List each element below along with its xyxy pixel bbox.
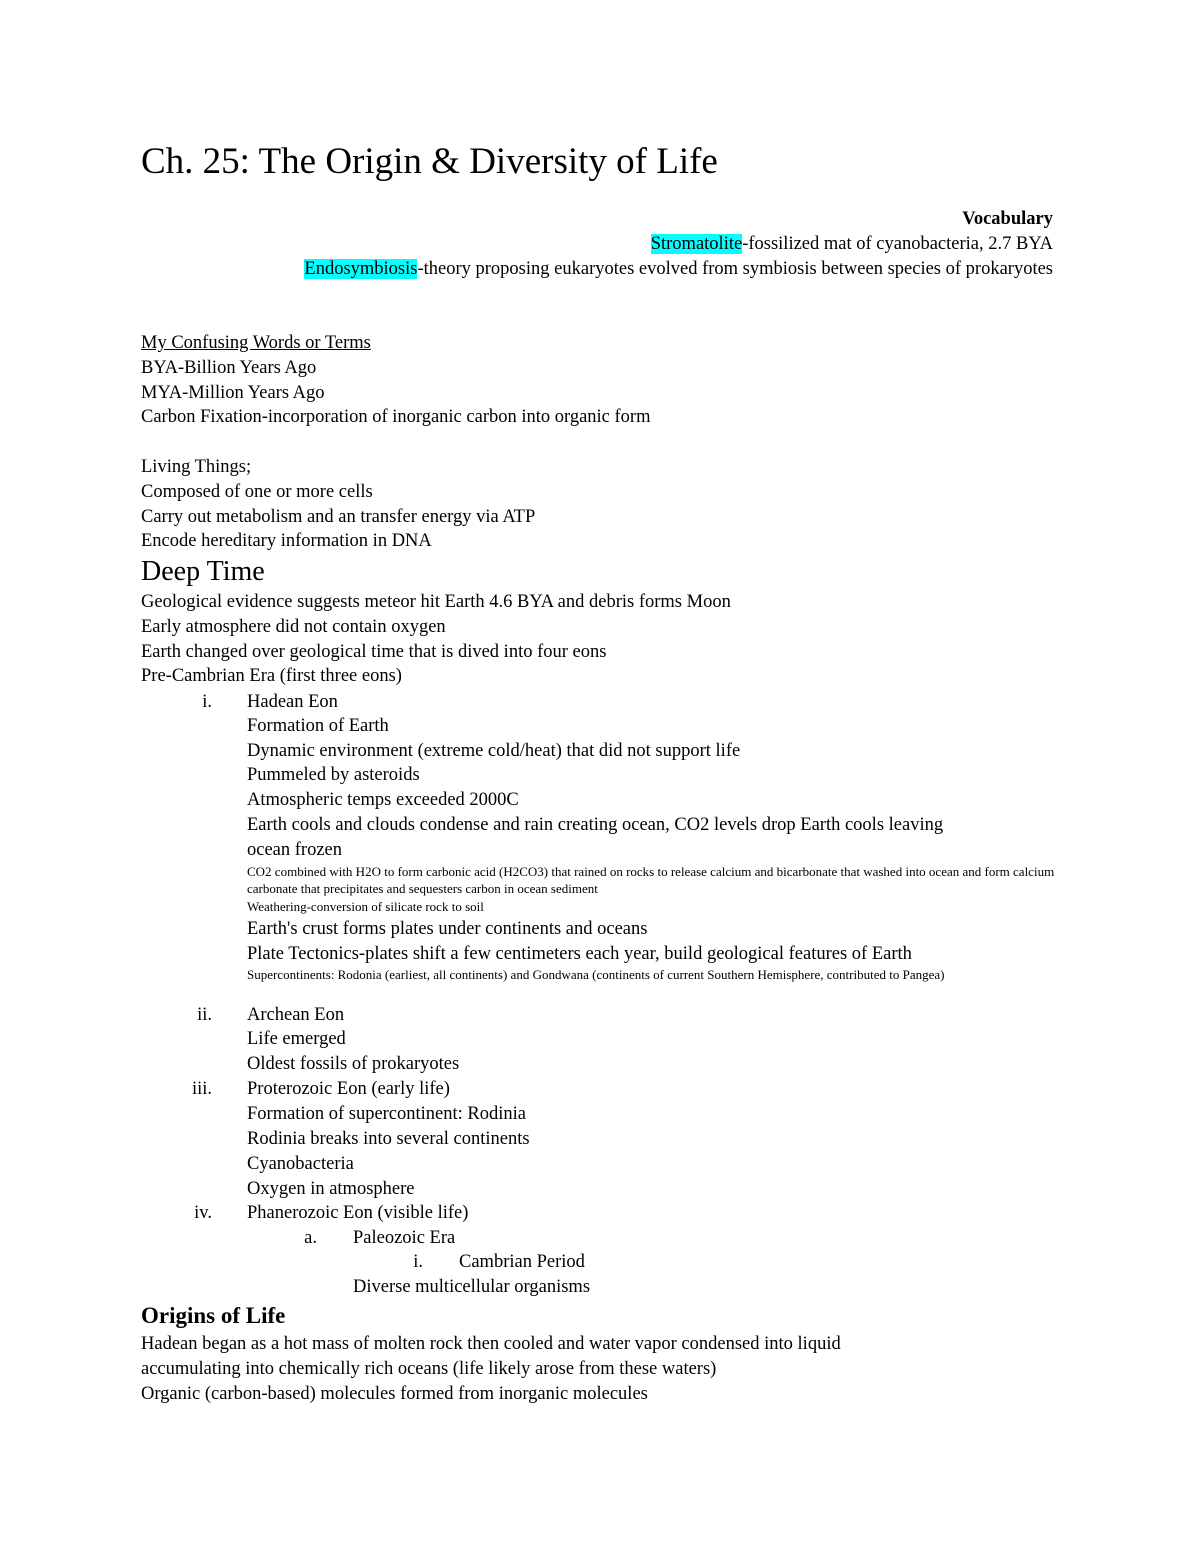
paragraph-line: accumulating into chemically rich oceans (life likely arose from these waters) bbox=[141, 1358, 717, 1379]
list-number: ii. bbox=[197, 1005, 212, 1025]
small-note: CO2 combined with H2O to form carbonic acid (H2CO3) that rained on rocks to release calcium and bicarbonate that washed into ocean and form calcium carbonate that precipitates and sequesters carbon in ocean sediment bbox=[247, 864, 1055, 896]
list-item: Geological evidence suggests meteor hit Earth 4.6 BYA and debris forms Moon bbox=[141, 592, 731, 612]
living-things-heading: Living Things; bbox=[141, 457, 252, 477]
list-number: i. bbox=[202, 692, 212, 712]
small-note: Weathering-conversion of silicate rock to soil bbox=[247, 899, 484, 914]
deep-time-heading: Deep Time bbox=[141, 556, 265, 587]
list-item: Diverse multicellular organisms bbox=[353, 1277, 591, 1297]
list-item: Earth changed over geological time that is dived into four eons bbox=[141, 641, 607, 662]
list-item: Plate Tectonics-plates shift a few centimeters each year, build geological features of Earth bbox=[247, 944, 912, 964]
list-item: Formation of supercontinent: Rodinia bbox=[247, 1104, 526, 1124]
list-item: Earth's crust forms plates under continents and oceans bbox=[247, 919, 648, 939]
highlighted-term: Endosymbiosis bbox=[304, 259, 418, 279]
list-item: MYA-Million Years Ago bbox=[141, 382, 325, 403]
term-definition: -fossilized mat of cyanobacteria, 2.7 BYA bbox=[742, 234, 1053, 254]
list-item: Formation of Earth bbox=[247, 716, 389, 736]
confusing-terms-section bbox=[141, 331, 650, 430]
highlighted-term: Stromatolite bbox=[650, 234, 743, 254]
list-letter: a. bbox=[304, 1228, 317, 1248]
list-item: Composed of one or more cells bbox=[141, 481, 373, 502]
list-item: Earth cools and clouds condense and rain creating ocean, CO2 levels drop Earth cools leaving bbox=[247, 815, 944, 835]
list-number: iv. bbox=[194, 1203, 212, 1223]
list-item: Pre-Cambrian Era (first three eons) bbox=[141, 666, 402, 687]
list-item: Atmospheric temps exceeded 2000C bbox=[247, 790, 519, 810]
list-item: Dynamic environment (extreme cold/heat) that did not support life bbox=[247, 741, 741, 761]
deep-time-intro bbox=[141, 590, 731, 689]
list-item: Oldest fossils of prokaryotes bbox=[247, 1054, 460, 1074]
list-item: Cyanobacteria bbox=[247, 1154, 354, 1174]
list-item: Pummeled by asteroids bbox=[247, 765, 420, 785]
list-item: Encode hereditary information in DNA bbox=[141, 531, 432, 552]
origins-section bbox=[141, 1332, 841, 1406]
list-item: Carbon Fixation-incorporation of inorganic carbon into organic form bbox=[141, 407, 651, 428]
confusing-terms-heading: My Confusing Words or Terms bbox=[141, 333, 371, 353]
list-number: i. bbox=[413, 1252, 423, 1272]
vocabulary-heading: Vocabulary bbox=[962, 209, 1053, 229]
paragraph-line: Organic (carbon-based) molecules formed from inorganic molecules bbox=[141, 1383, 648, 1404]
eon-title: Proterozoic Eon (early life) bbox=[247, 1079, 450, 1099]
term-definition: -theory proposing eukaryotes evolved from symbiosis between species of prokaryotes bbox=[417, 259, 1053, 279]
era-title: Paleozoic Era bbox=[353, 1228, 456, 1248]
list-number: iii. bbox=[191, 1079, 212, 1099]
eon-title: Archean Eon bbox=[247, 1005, 345, 1025]
list-item: Carry out metabolism and an transfer energy via ATP bbox=[141, 506, 536, 527]
eon-title: Hadean Eon bbox=[247, 692, 338, 712]
page-title: Ch. 25: The Origin & Diversity of Life bbox=[141, 141, 718, 182]
vocabulary-item bbox=[304, 232, 1053, 257]
origins-heading: Origins of Life bbox=[141, 1303, 286, 1328]
list-item: Early atmosphere did not contain oxygen bbox=[141, 616, 446, 637]
list-item: Rodinia breaks into several continents bbox=[247, 1129, 530, 1149]
list-item: BYA-Billion Years Ago bbox=[141, 357, 317, 378]
list-item: ocean frozen bbox=[247, 840, 343, 860]
vocabulary-section bbox=[304, 207, 1053, 282]
list-item: Oxygen in atmosphere bbox=[247, 1179, 415, 1199]
list-item: Life emerged bbox=[247, 1029, 346, 1049]
living-things-section bbox=[141, 455, 535, 554]
vocabulary-item bbox=[304, 257, 1053, 282]
small-note: Supercontinents: Rodonia (earliest, all continents) and Gondwana (continents of current Southern Hemisphere, contributed to Pangea) bbox=[247, 967, 945, 982]
eon-title: Phanerozoic Eon (visible life) bbox=[247, 1203, 469, 1223]
paragraph-line: Hadean began as a hot mass of molten rock then cooled and water vapor condensed into liquid bbox=[141, 1334, 841, 1354]
period-title: Cambrian Period bbox=[459, 1252, 585, 1272]
